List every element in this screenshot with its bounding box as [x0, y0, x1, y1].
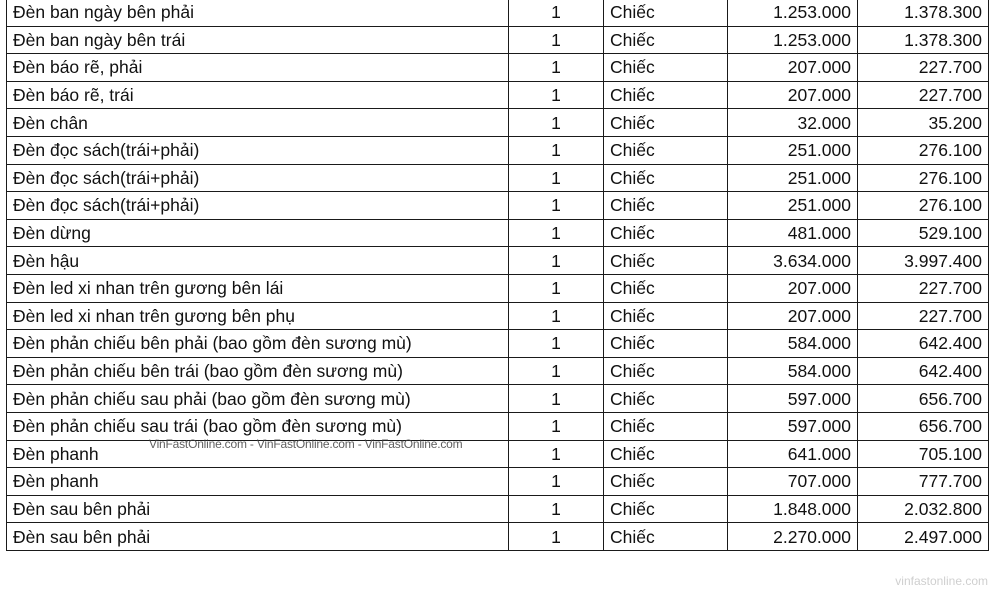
- table-row: [7, 357, 989, 385]
- quantity-cell: 1: [509, 468, 604, 496]
- unit-cell: Chiếc: [604, 523, 728, 551]
- price-with-tax-cell: 2.497.000: [858, 523, 989, 551]
- part-name-cell: Đèn đọc sách(trái+phải): [7, 164, 509, 192]
- price-cell: 207.000: [728, 81, 858, 109]
- unit-cell: Chiếc: [604, 412, 728, 440]
- part-name-cell: Đèn ban ngày bên phải: [7, 0, 509, 26]
- quantity-cell: 1: [509, 330, 604, 358]
- unit-cell: Chiếc: [604, 219, 728, 247]
- watermark-text: VinFastOnline.com - VinFastOnline.com - VinFastOnline.com: [149, 437, 463, 451]
- price-with-tax-cell: 35.200: [858, 109, 989, 137]
- table-row: [7, 136, 989, 164]
- price-with-tax-cell: 227.700: [858, 81, 989, 109]
- price-cell: 707.000: [728, 468, 858, 496]
- table-row: [7, 468, 989, 496]
- part-name-cell: Đèn phản chiếu bên trái (bao gồm đèn sương mù): [7, 357, 509, 385]
- table-row: [7, 412, 989, 440]
- unit-cell: Chiếc: [604, 81, 728, 109]
- price-cell: 641.000: [728, 440, 858, 468]
- unit-cell: Chiếc: [604, 247, 728, 275]
- quantity-cell: 1: [509, 247, 604, 275]
- parts-price-table: [6, 0, 989, 551]
- price-with-tax-cell: 529.100: [858, 219, 989, 247]
- unit-cell: Chiếc: [604, 357, 728, 385]
- price-cell: 3.634.000: [728, 247, 858, 275]
- quantity-cell: 1: [509, 357, 604, 385]
- price-cell: 1.848.000: [728, 495, 858, 523]
- part-name-cell: Đèn đọc sách(trái+phải): [7, 192, 509, 220]
- price-cell: 1.253.000: [728, 0, 858, 26]
- price-with-tax-cell: 705.100: [858, 440, 989, 468]
- part-name-cell: Đèn phản chiếu sau phải (bao gồm đèn sương mù): [7, 385, 509, 413]
- table-row: [7, 330, 989, 358]
- quantity-cell: 1: [509, 412, 604, 440]
- quantity-cell: 1: [509, 136, 604, 164]
- quantity-cell: 1: [509, 219, 604, 247]
- price-with-tax-cell: 777.700: [858, 468, 989, 496]
- table-row: [7, 523, 989, 551]
- part-name-cell: Đèn phanh: [7, 468, 509, 496]
- price-with-tax-cell: 1.378.300: [858, 26, 989, 54]
- price-with-tax-cell: 276.100: [858, 136, 989, 164]
- price-with-tax-cell: 227.700: [858, 54, 989, 82]
- price-with-tax-cell: 642.400: [858, 330, 989, 358]
- part-name-cell: Đèn sau bên phải: [7, 495, 509, 523]
- table-row: [7, 81, 989, 109]
- unit-cell: Chiếc: [604, 26, 728, 54]
- table-row: [7, 26, 989, 54]
- unit-cell: Chiếc: [604, 109, 728, 137]
- part-name-cell: Đèn báo rẽ, trái: [7, 81, 509, 109]
- price-cell: 251.000: [728, 192, 858, 220]
- corner-watermark: vinfastonline.com: [895, 574, 988, 588]
- quantity-cell: 1: [509, 274, 604, 302]
- price-cell: 207.000: [728, 274, 858, 302]
- parts-price-table-body: [7, 0, 989, 550]
- price-with-tax-cell: 2.032.800: [858, 495, 989, 523]
- unit-cell: Chiếc: [604, 274, 728, 302]
- quantity-cell: 1: [509, 81, 604, 109]
- price-with-tax-cell: 1.378.300: [858, 0, 989, 26]
- part-name-cell: Đèn đọc sách(trái+phải): [7, 136, 509, 164]
- price-cell: 1.253.000: [728, 26, 858, 54]
- part-name-cell: Đèn phản chiếu bên phải (bao gồm đèn sương mù): [7, 330, 509, 358]
- price-cell: 597.000: [728, 385, 858, 413]
- part-name-cell: Đèn led xi nhan trên gương bên lái: [7, 274, 509, 302]
- quantity-cell: 1: [509, 26, 604, 54]
- quantity-cell: 1: [509, 109, 604, 137]
- part-name-cell: Đèn phản chiếu sau trái (bao gồm đèn sương mù): [7, 412, 509, 440]
- unit-cell: Chiếc: [604, 495, 728, 523]
- price-cell: 481.000: [728, 219, 858, 247]
- price-with-tax-cell: 656.700: [858, 385, 989, 413]
- table-row: [7, 274, 989, 302]
- price-with-tax-cell: 276.100: [858, 192, 989, 220]
- quantity-cell: 1: [509, 440, 604, 468]
- price-cell: 2.270.000: [728, 523, 858, 551]
- unit-cell: Chiếc: [604, 0, 728, 26]
- price-with-tax-cell: 227.700: [858, 274, 989, 302]
- table-row: [7, 109, 989, 137]
- table-row: [7, 164, 989, 192]
- table-row: [7, 385, 989, 413]
- table-row: [7, 247, 989, 275]
- quantity-cell: 1: [509, 523, 604, 551]
- quantity-cell: 1: [509, 385, 604, 413]
- part-name-cell: Đèn ban ngày bên trái: [7, 26, 509, 54]
- quantity-cell: 1: [509, 302, 604, 330]
- part-name-cell: Đèn phanh: [7, 440, 509, 468]
- price-with-tax-cell: 276.100: [858, 164, 989, 192]
- price-cell: 32.000: [728, 109, 858, 137]
- part-name-cell: Đèn led xi nhan trên gương bên phụ: [7, 302, 509, 330]
- quantity-cell: 1: [509, 192, 604, 220]
- part-name-cell: Đèn hậu: [7, 247, 509, 275]
- part-name-cell: Đèn dừng: [7, 219, 509, 247]
- price-cell: 584.000: [728, 330, 858, 358]
- table-row: [7, 0, 989, 26]
- price-with-tax-cell: 3.997.400: [858, 247, 989, 275]
- price-cell: 251.000: [728, 136, 858, 164]
- table-row: [7, 192, 989, 220]
- price-cell: 584.000: [728, 357, 858, 385]
- price-with-tax-cell: 227.700: [858, 302, 989, 330]
- table-row: [7, 54, 989, 82]
- price-with-tax-cell: 656.700: [858, 412, 989, 440]
- price-cell: 207.000: [728, 302, 858, 330]
- quantity-cell: 1: [509, 0, 604, 26]
- table-row: [7, 495, 989, 523]
- unit-cell: Chiếc: [604, 385, 728, 413]
- unit-cell: Chiếc: [604, 164, 728, 192]
- unit-cell: Chiếc: [604, 192, 728, 220]
- unit-cell: Chiếc: [604, 136, 728, 164]
- quantity-cell: 1: [509, 495, 604, 523]
- part-name-cell: Đèn báo rẽ, phải: [7, 54, 509, 82]
- price-cell: 597.000: [728, 412, 858, 440]
- unit-cell: Chiếc: [604, 440, 728, 468]
- price-cell: 251.000: [728, 164, 858, 192]
- table-row: [7, 219, 989, 247]
- quantity-cell: 1: [509, 54, 604, 82]
- part-name-cell: Đèn chân: [7, 109, 509, 137]
- part-name-cell: Đèn sau bên phải: [7, 523, 509, 551]
- unit-cell: Chiếc: [604, 330, 728, 358]
- unit-cell: Chiếc: [604, 468, 728, 496]
- price-cell: 207.000: [728, 54, 858, 82]
- quantity-cell: 1: [509, 164, 604, 192]
- table-row: [7, 302, 989, 330]
- unit-cell: Chiếc: [604, 54, 728, 82]
- price-with-tax-cell: 642.400: [858, 357, 989, 385]
- unit-cell: Chiếc: [604, 302, 728, 330]
